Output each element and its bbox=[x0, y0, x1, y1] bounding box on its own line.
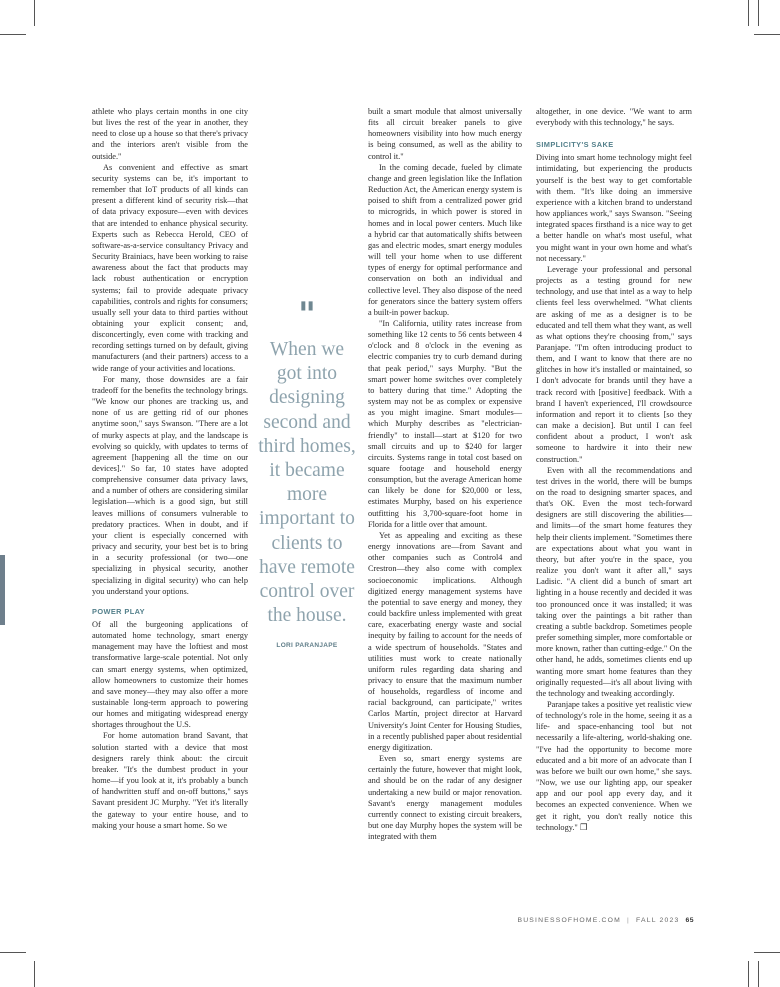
article-column-1 bbox=[92, 106, 248, 831]
paragraph bbox=[536, 699, 692, 833]
paragraph: Yet as appealing and exciting as these energy innovations are—from Savant and other companies such as Control4 and Crestron—they also come with complex socioeconomic implications. Although digitized energy management systems have the potential to save energy and money, they could backfire unless implemented with great care, exacerbating energy waste and social inequity by failing to account for the needs of a wide spectrum of households. "States and utilities must work to create nationally uniform rules regarding data sharing and privacy to ensure that the maximum number of households, regardless of income and racial background, can participate," writes Carlos Martín, project director at Harvard University's Joint Center for Housing Studies, in a recently published paper about residential energy digitization. bbox=[368, 530, 522, 752]
paragraph: For home automation brand Savant, that solution started with a device that most designers rarely think about: the circuit breaker. "It's the dumbest product in your home—if you look at it, it's probably a bunch of handwritten stuff and on-off buttons," says Savant president JC Murphy. "Yet it's literally the gateway to your entire house, and to making your house a smart home. So we bbox=[92, 731, 248, 830]
paragraph: built a smart module that almost universally fits all circuit breaker panels to give homeowners visibility into how much energy is being consumed, as well as the ability to control it." bbox=[368, 107, 522, 161]
section-heading: POWER PLAY bbox=[92, 606, 146, 616]
end-mark-icon: ❐ bbox=[577, 822, 588, 832]
page-footer bbox=[517, 917, 694, 924]
crop-mark bbox=[748, 961, 749, 987]
footer-separator: | bbox=[627, 917, 630, 924]
crop-mark bbox=[34, 0, 35, 26]
pull-quote bbox=[256, 295, 358, 650]
article-column-3 bbox=[536, 106, 692, 833]
pull-quote-attribution: LORI PARANJAPE bbox=[276, 642, 338, 650]
paragraph: "In California, utility rates increase from something like 12 cents to 56 cents between 4 o'clock and 8 o'clock in the evening as electric companies try to curb demand during that peak period," says Murphy. "But the smart power home switches over completely to battery during that time." Adopting the system may not be as complex or expensive as you might imagine. Smart modules—which Murphy describes as "electrician-friendly" to install—start at $120 for two small circuits and up to $240 for larger circuits. Systems range in total cost based on square footage and household energy consumption, but the average American home can likely be done for $20,000 or less, estimates Murphy, based on his experience outfitting his 3,700-square-foot home in Florida for a little over that amount. bbox=[368, 318, 522, 529]
paragraph: For many, those downsides are a fair tradeoff for the benefits the technology brings. "We know our phones are tracking us, and none of us are getting rid of our phones anytime soon," says Swanson. "There are a lot of murky aspects at play, and the landscape is evolving so quickly, with updates to terms of agreement [happening all the time on our devices]." So far, 10 states have adopted comprehensive consumer data privacy laws, and a number of others are considering similar legislation—which is a good sign, but still leaves millions of consumers vulnerable to predatory practices. When in doubt, and if your client is especially concerned with privacy and security, your best bet is to bring in a security professional (or two—one specializing in physical security, another specializing in digital security) who can help you understand your options. bbox=[92, 374, 248, 596]
crop-mark bbox=[758, 0, 759, 26]
spine-color-bar bbox=[0, 555, 5, 625]
paragraph: athlete who plays certain months in one city but lives the rest of the year in another, they need to close up a house so that there's privacy and the interiors aren't visible from the outside." bbox=[92, 107, 248, 161]
crop-mark bbox=[754, 952, 780, 953]
paragraph: Even so, smart energy systems are certainly the future, however that might look, and should be on the radar of any designer undertaking a new build or major renovation. Savant's energy management modules currently connect to existing circuit breakers, but one day Murphy hopes the system will be integrated with them bbox=[368, 754, 522, 842]
crop-mark bbox=[0, 952, 26, 953]
crop-mark bbox=[0, 34, 26, 35]
footer-issue: FALL 2023 bbox=[636, 917, 680, 924]
crop-mark bbox=[34, 961, 35, 987]
crop-mark bbox=[748, 0, 749, 26]
paragraph: Even with all the recommendations and test drives in the world, there will be bumps on the road to designing smarter spaces, and that's OK. Even the most tech-forward designers are still discovering the abilities—and limits—of the smart home features they help their clients implement. "Sometimes there are expectations about what you want in theory, but after you're in the space, you realize you don't want it after all," says Ladisic. "A client did a bunch of smart art lighting in a house recently and decided it was too pronounced once it was installed; it was taking over the paintings a bit rather than creating a subtle backdrop. Sometimes people prefer something simpler, more comfortable or more known, rather than cutting-edge." On the other hand, he adds, sometimes clients end up wanting more smart home features than they originally requested—it's all about living with the technology and tweaking accordingly. bbox=[536, 465, 692, 698]
section-heading: SIMPLICITY'S SAKE bbox=[536, 140, 614, 150]
pull-quote-text: When we got into designing second and third homes, it became more important to clients to have remote control over the house. bbox=[258, 339, 356, 627]
paragraph-text: Paranjape takes a positive yet realistic view of technology's role in the home, seeing it as a life- and space-enhancing tool but not necessarily a life-altering, world-shaking one. "I've had the opportunity to become more educated and a bit more of an advocate than I was before we built our own home," she says. "Now, we use our lighting app, our speaker app and our pool app every day, and it becomes an expected convenience. When we get it right, you don't really notice this technology." bbox=[536, 699, 692, 832]
article-column-2 bbox=[368, 106, 522, 842]
paragraph: Leverage your professional and personal projects as a testing ground for new technology, and use that intel as a way to help clients feel less overwhelmed. "What clients are asking of me as a designer is to be educated and tell them what they want, as well as what options they're choosing from," says Paranjape. "I'm often introducing product to them, and I want to know that there are no glitches in how it's installed or maintained, so I don't advocate for brands until they have a track record with [positive] feedback. With a brand I haven't experienced, I'll crowdsource information and report it to clients [so they can make a decision]. But until I can feel confident about a product, I won't ask someone to hardwire it into their new construction." bbox=[536, 264, 692, 464]
paragraph: altogether, in one device. "We want to arm everybody with this technology," he says. bbox=[536, 107, 692, 128]
crop-mark bbox=[758, 961, 759, 987]
crop-mark bbox=[754, 34, 780, 35]
footer-site: BUSINESSOFHOME.COM bbox=[517, 917, 622, 924]
paragraph: As convenient and effective as smart security systems can be, it's important to remember that IoT products of all kinds can present a different kind of security risk—that of data privacy exposure—even with devices that are intended to enhance physical security. Experts such as Rebecca Herold, CEO of software-as-a-service consultancy Privacy and Security Brainiacs, have been working to raise awareness about the fact that products may lack robust authentication or encryption systems; fail to provide adequate privacy capabilities, controls and rights for consumers; usually sell your data to third parties without obtaining your explicit consent; and, disconcertingly, even come with tracking and recording settings turned on by default, giving manufacturers (and their partners) access to a wide range of your activities and locations. bbox=[92, 162, 248, 373]
quote-mark-icon: " bbox=[298, 295, 316, 335]
paragraph: Diving into smart home technology might feel intimidating, but experiencing the products yourself is the best way to get comfortable with them. "It's like doing an immersive experience with a kitchen brand to understand how appliances work," says Swanson. "Seeing integrated spaces firsthand is a nice way to get a better handle on what's most useful, what you might want in your own home and what's not necessary." bbox=[536, 153, 692, 263]
paragraph: In the coming decade, fueled by climate change and green legislation like the Inflation Reduction Act, the American energy system is poised to shift from a centralized power grid to microgrids, in which power is stored in homes and in local power centers. Much like a hybrid car that automatically shifts between gas and electric modes, smart energy modules will tell your home when to use different types of energy for optimal performance and conservation on both an individual and collective level. They also dispose of the need for generators since the battery system offers a built-in power backup. bbox=[368, 162, 522, 317]
paragraph: Of all the burgeoning applications of automated home technology, smart energy management may have the loftiest and most transformative large-scale potential. Not only can smart energy systems, when optimized, allow homeowners to customize their homes and save money—they may also offer a more sustainable long-term approach to powering our homes and mitigating widespread energy shortages throughout the U.S. bbox=[92, 619, 248, 730]
page-number: 65 bbox=[685, 917, 694, 924]
